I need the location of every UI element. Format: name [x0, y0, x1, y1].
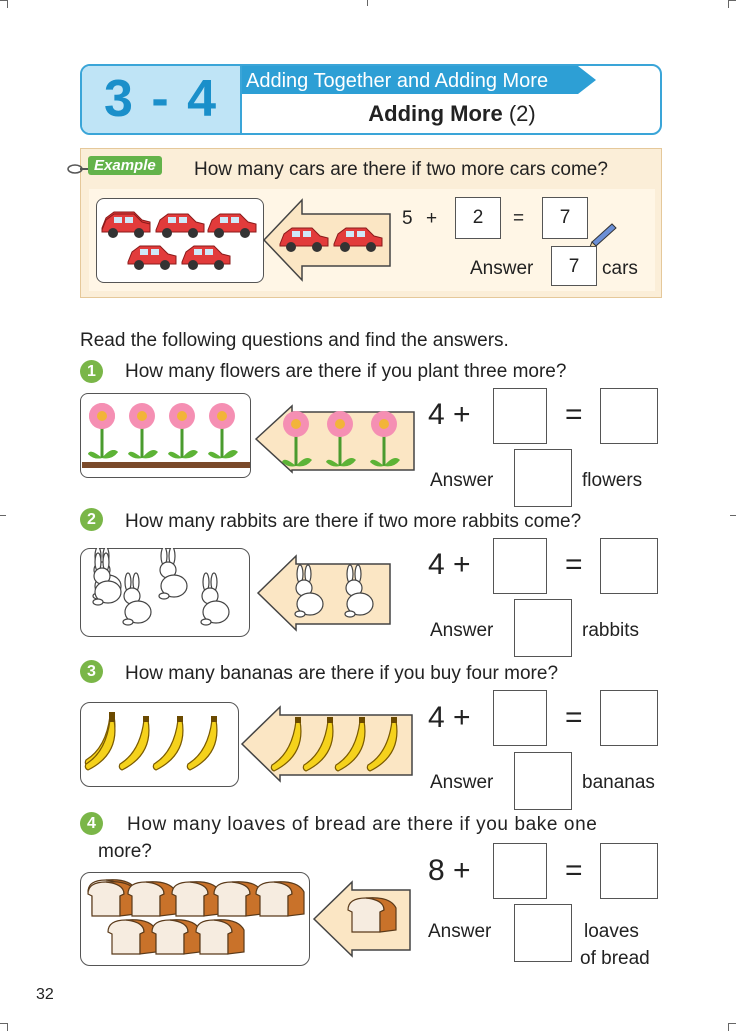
instructions: Read the following questions and find the answers. — [80, 330, 509, 351]
question-number: 2 — [80, 508, 103, 531]
page-number: 32 — [36, 986, 54, 1003]
sum-box[interactable] — [600, 538, 658, 594]
eq-start: 4 + — [428, 398, 471, 431]
example-equals: = — [513, 208, 525, 229]
addend-box[interactable] — [493, 843, 547, 899]
eq-equals: = — [565, 398, 583, 431]
answer-label: Answer — [428, 921, 492, 942]
bread-icon — [86, 878, 308, 962]
rabbits-icon — [84, 548, 248, 636]
flowers-icon — [82, 398, 250, 474]
eq-equals: = — [565, 701, 583, 734]
question-text-cont: more? — [98, 841, 152, 862]
addend-box[interactable] — [493, 690, 547, 746]
answer-label: Answer — [430, 772, 494, 793]
example-answer-label: Answer — [470, 258, 534, 279]
example-answer-unit: cars — [602, 258, 638, 279]
question-number: 1 — [80, 360, 103, 383]
sum-box[interactable] — [600, 843, 658, 899]
question-text: How many loaves of bread are there if you bake one — [127, 814, 598, 835]
lesson-header — [80, 64, 662, 135]
answer-unit-cont: of bread — [580, 948, 650, 969]
example-cars-icon — [100, 204, 260, 280]
bananas-icon — [84, 710, 234, 780]
example-answer-value: 7 — [551, 246, 597, 286]
example-eq-a: 5 — [402, 208, 413, 229]
lesson-title: Adding More (2) — [368, 101, 536, 126]
sum-box[interactable] — [600, 690, 658, 746]
answer-box[interactable] — [514, 449, 572, 507]
addend-box[interactable] — [493, 538, 547, 594]
example-question: How many cars are there if two more cars come? — [194, 159, 608, 180]
answer-unit: bananas — [582, 772, 655, 793]
example-eq-result: 7 — [542, 197, 588, 239]
answer-unit: rabbits — [582, 620, 640, 641]
example-badge: Example — [88, 156, 162, 175]
answer-label: Answer — [430, 620, 494, 641]
question-text: How many bananas are there if you buy four more? — [125, 663, 559, 684]
answer-label: Answer — [430, 470, 494, 491]
example-arrow-icon — [262, 196, 392, 284]
chapter-tag: Adding Together and Adding More — [242, 66, 578, 94]
eq-equals: = — [565, 854, 583, 887]
eq-start: 8 + — [428, 854, 471, 887]
example-eq-b: 2 — [455, 197, 501, 239]
answer-box[interactable] — [514, 752, 572, 810]
addend-box[interactable] — [493, 388, 547, 444]
rabbits-arrow-icon — [256, 554, 392, 632]
question-text: How many rabbits are there if two more rabbits come? — [125, 511, 582, 532]
example-plus: + — [426, 208, 438, 229]
eq-start: 4 + — [428, 701, 471, 734]
eq-start: 4 + — [428, 548, 471, 581]
eq-equals: = — [565, 548, 583, 581]
bananas-arrow-icon — [240, 705, 414, 783]
answer-box[interactable] — [514, 904, 572, 962]
question-text: How many flowers are there if you plant three more? — [125, 361, 567, 382]
sum-box[interactable] — [600, 388, 658, 444]
flowers-arrow-icon — [254, 404, 416, 474]
answer-box[interactable] — [514, 599, 572, 657]
bread-arrow-icon — [312, 880, 412, 958]
question-number: 3 — [80, 660, 103, 683]
question-number: 4 — [80, 812, 103, 835]
answer-unit: loaves — [584, 921, 639, 942]
unit-number: 3 - 4 — [82, 66, 242, 133]
answer-unit: flowers — [582, 470, 643, 491]
